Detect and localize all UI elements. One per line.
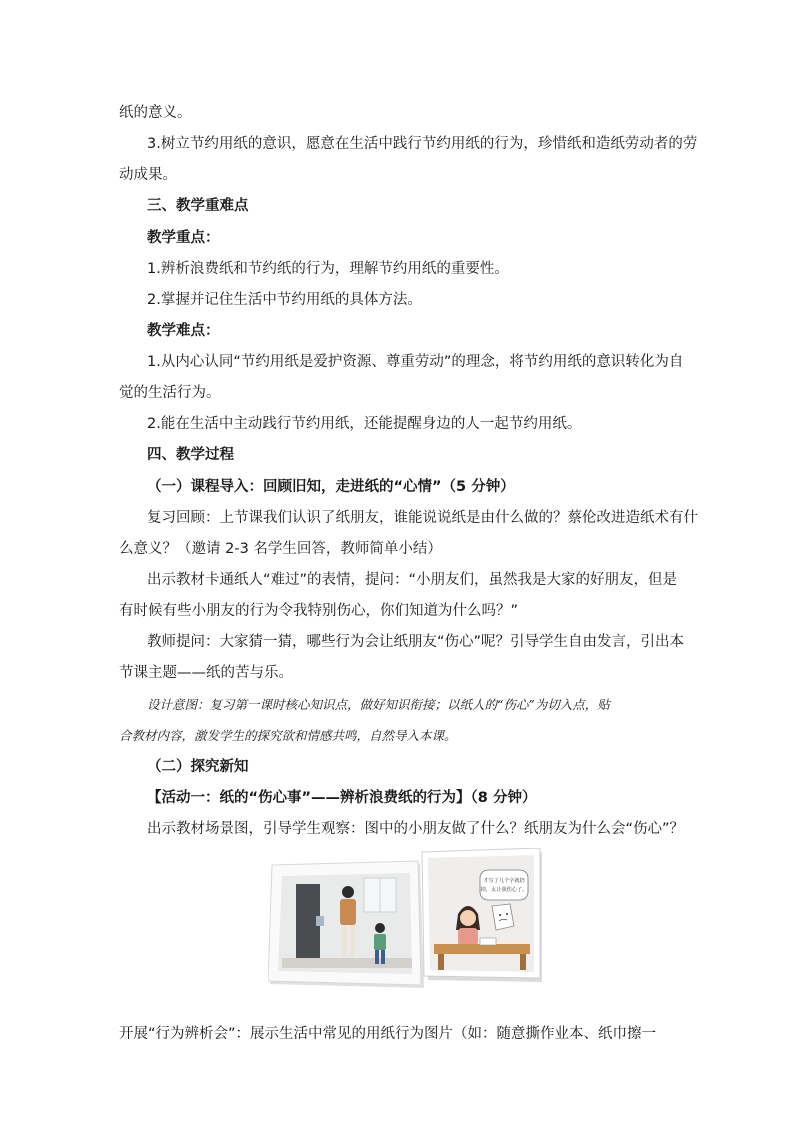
paragraph-line: 有时候有些小朋友的行为令我特别伤心，你们知道为什么吗？”: [119, 603, 519, 619]
scene-card-left: [268, 861, 424, 988]
activity-heading: 【活动一：纸的“伤心事”——辨析浪费纸的行为】（8 分钟）: [147, 790, 537, 806]
paragraph-line: 出示教材场景图，引导学生观察：图中的小朋友做了什么？纸朋友为什么会“伤心”？: [147, 821, 685, 837]
paragraph-line: 么意义？（邀请 2-3 名学生回答，教师简单小结）: [119, 541, 442, 557]
paragraph-line: 教师提问：大家猜一猜，哪些行为会让纸朋友“伤心”呢？引导学生自由发言，引出本: [147, 634, 685, 650]
section-heading: 三、教学重难点: [147, 198, 249, 214]
speech-bubble-line: 掉，太让我伤心了。: [480, 887, 528, 893]
section-heading: 四、教学过程: [147, 447, 234, 463]
subheading-difficult-points: 教学难点：: [147, 323, 220, 339]
textbook-scene-illustration: [268, 848, 542, 990]
sad-paper-character: [492, 904, 514, 930]
scene-card-right: [422, 848, 542, 982]
subheading-key-points: 教学重点：: [147, 230, 220, 246]
paragraph-line: 出示教材卡通纸人“难过”的表情，提问：“小朋友们，虽然我是大家的好朋友，但是: [147, 572, 678, 588]
list-item: 1.辨析浪费纸和节约纸的行为，理解节约用纸的重要性。: [147, 261, 509, 277]
list-item: 1.从内心认同“节约用纸是爱护资源、尊重劳动”的理念，将节约用纸的意识转化为自: [147, 354, 684, 370]
paragraph-line: 觉的生活行为。: [119, 385, 221, 401]
subsection-heading: （一）课程导入：回顾旧知，走进纸的“心情”（5 分钟）: [147, 479, 515, 495]
paragraph-line: 纸的意义。: [119, 105, 192, 121]
list-item: 2.能在生活中主动践行节约用纸，还能提醒身边的人一起节约用纸。: [147, 416, 582, 432]
subsection-heading: （二）探究新知: [147, 759, 249, 775]
paragraph-line: 动成果。: [119, 167, 177, 183]
list-item: 2.掌握并记住生活中节约用纸的具体方法。: [147, 292, 422, 308]
design-intent-note: 设计意图：复习第一课时核心知识点，做好知识衔接；以纸人的“伤心”为切入点，贴: [147, 697, 610, 712]
paragraph-line: 复习回顾：上节课我们认识了纸朋友，谁能说说纸是由什么做的？蔡伦改进造纸术有什: [147, 510, 698, 526]
paragraph-line-activity: 开展“行为辨析会”：展示生活中常见的用纸行为图片（如：随意撕作业本、纸巾擦一: [119, 1026, 657, 1042]
paragraph-line: 节课主题——纸的苦与乐。: [119, 665, 293, 681]
speech-bubble-line: 才写了几个字就扔: [483, 878, 525, 884]
objective-3-line: 3.树立节约用纸的意识，愿意在生活中践行节约用纸的行为，珍惜纸和造纸劳动者的劳: [147, 136, 698, 152]
design-intent-note: 合教材内容，激发学生的探究欲和情感共鸣，自然导入本课。: [119, 728, 457, 743]
